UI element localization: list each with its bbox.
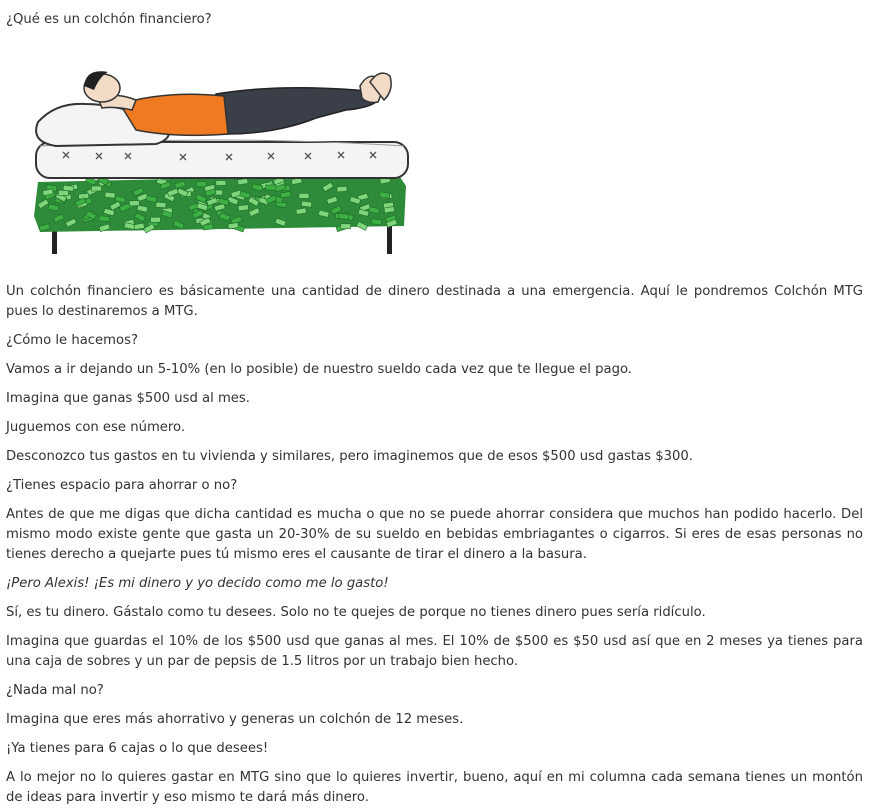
money-bill [299,193,309,198]
article-body [6,282,863,808]
money-bill [150,217,160,222]
paragraph: Imagina que ganas $500 usd al mes. [6,391,250,406]
money-bill [129,201,139,206]
article [6,0,863,808]
money-bill [338,213,348,219]
paragraph: Vamos a ir dejando un 5-10% (en lo posible) de nuestro sueldo cada vez que te llegue el pago. [6,362,632,377]
money-bill [99,216,109,222]
money-bill [371,219,382,225]
paragraph: ¿Cómo le hacemos? [6,333,138,348]
money-bill [63,185,73,191]
money-bill [216,180,226,185]
money-bill [266,185,276,190]
money-bill [301,201,312,207]
paragraph: Imagina que guardas el 10% de los $500 usd que ganas al mes. El 10% de $500 es $50 usd así que en 2 meses ya tienes para una caja de sobres y un par de pepsis de 1.5 litros por un trabajo bien hecho. [6,634,863,669]
paragraph: Antes de que me digas que dicha cantidad es mucha o que no se puede ahorrar considera que muchos han podido hacerlo. Del mismo modo existe gente que gasta un 20-30% de su sueldo en bebidas embriagantes o cigarros. Si eres de esas personas no tienes derecho a quejarte pues tú mismo eres el causante de tirar el dinero a la basura. [6,507,863,562]
money-bill [156,202,166,208]
money-bill [91,186,101,191]
paragraph: ¡Ya tienes para 6 cajas o lo que desees! [6,741,269,756]
money-bill [196,181,206,187]
paragraph: Imagina que eres más ahorrativo y generas un colchón de 12 meses. [6,712,464,727]
bed-leg-right [387,224,392,254]
money-pile [34,174,406,233]
money-bill [238,205,249,211]
paragraph: Juguemos con ese número. [6,420,186,435]
paragraph: Desconozco tus gastos en tu vivienda y similares, pero imaginemos que de esos $500 usd gastas $300. [6,449,693,464]
money-bill [337,186,347,192]
paragraph: Sí, es tu dinero. Gástalo como tu desees. Solo no te quejes de porque no tienes dinero pues sería ridículo. [6,605,706,620]
colchon-illustration [16,46,416,260]
paragraph: A lo mejor no lo quieres gastar en MTG sino que lo quieres invertir, bueno, aquí en mi columna cada semana tienes un montón de ideas para invertir y eso mismo te dará más dinero. [6,770,863,805]
money-bill [105,192,115,198]
paragraph: Un colchón financiero es básicamente una cantidad de dinero destinada a una emergencia. Aquí le pondremos Colchón MTG pues lo destinaremos a MTG. [6,284,863,319]
article-title: ¿Qué es un colchón financiero? [6,12,212,27]
paragraph: ¡Pero Alexis! ¡Es mi dinero y yo decido como me lo gasto! [6,576,389,591]
money-bill [58,190,68,195]
paragraph: ¿Tienes espacio para ahorrar o no? [6,478,238,493]
money-bill [341,224,351,229]
paragraph: ¿Nada mal no? [6,683,104,698]
